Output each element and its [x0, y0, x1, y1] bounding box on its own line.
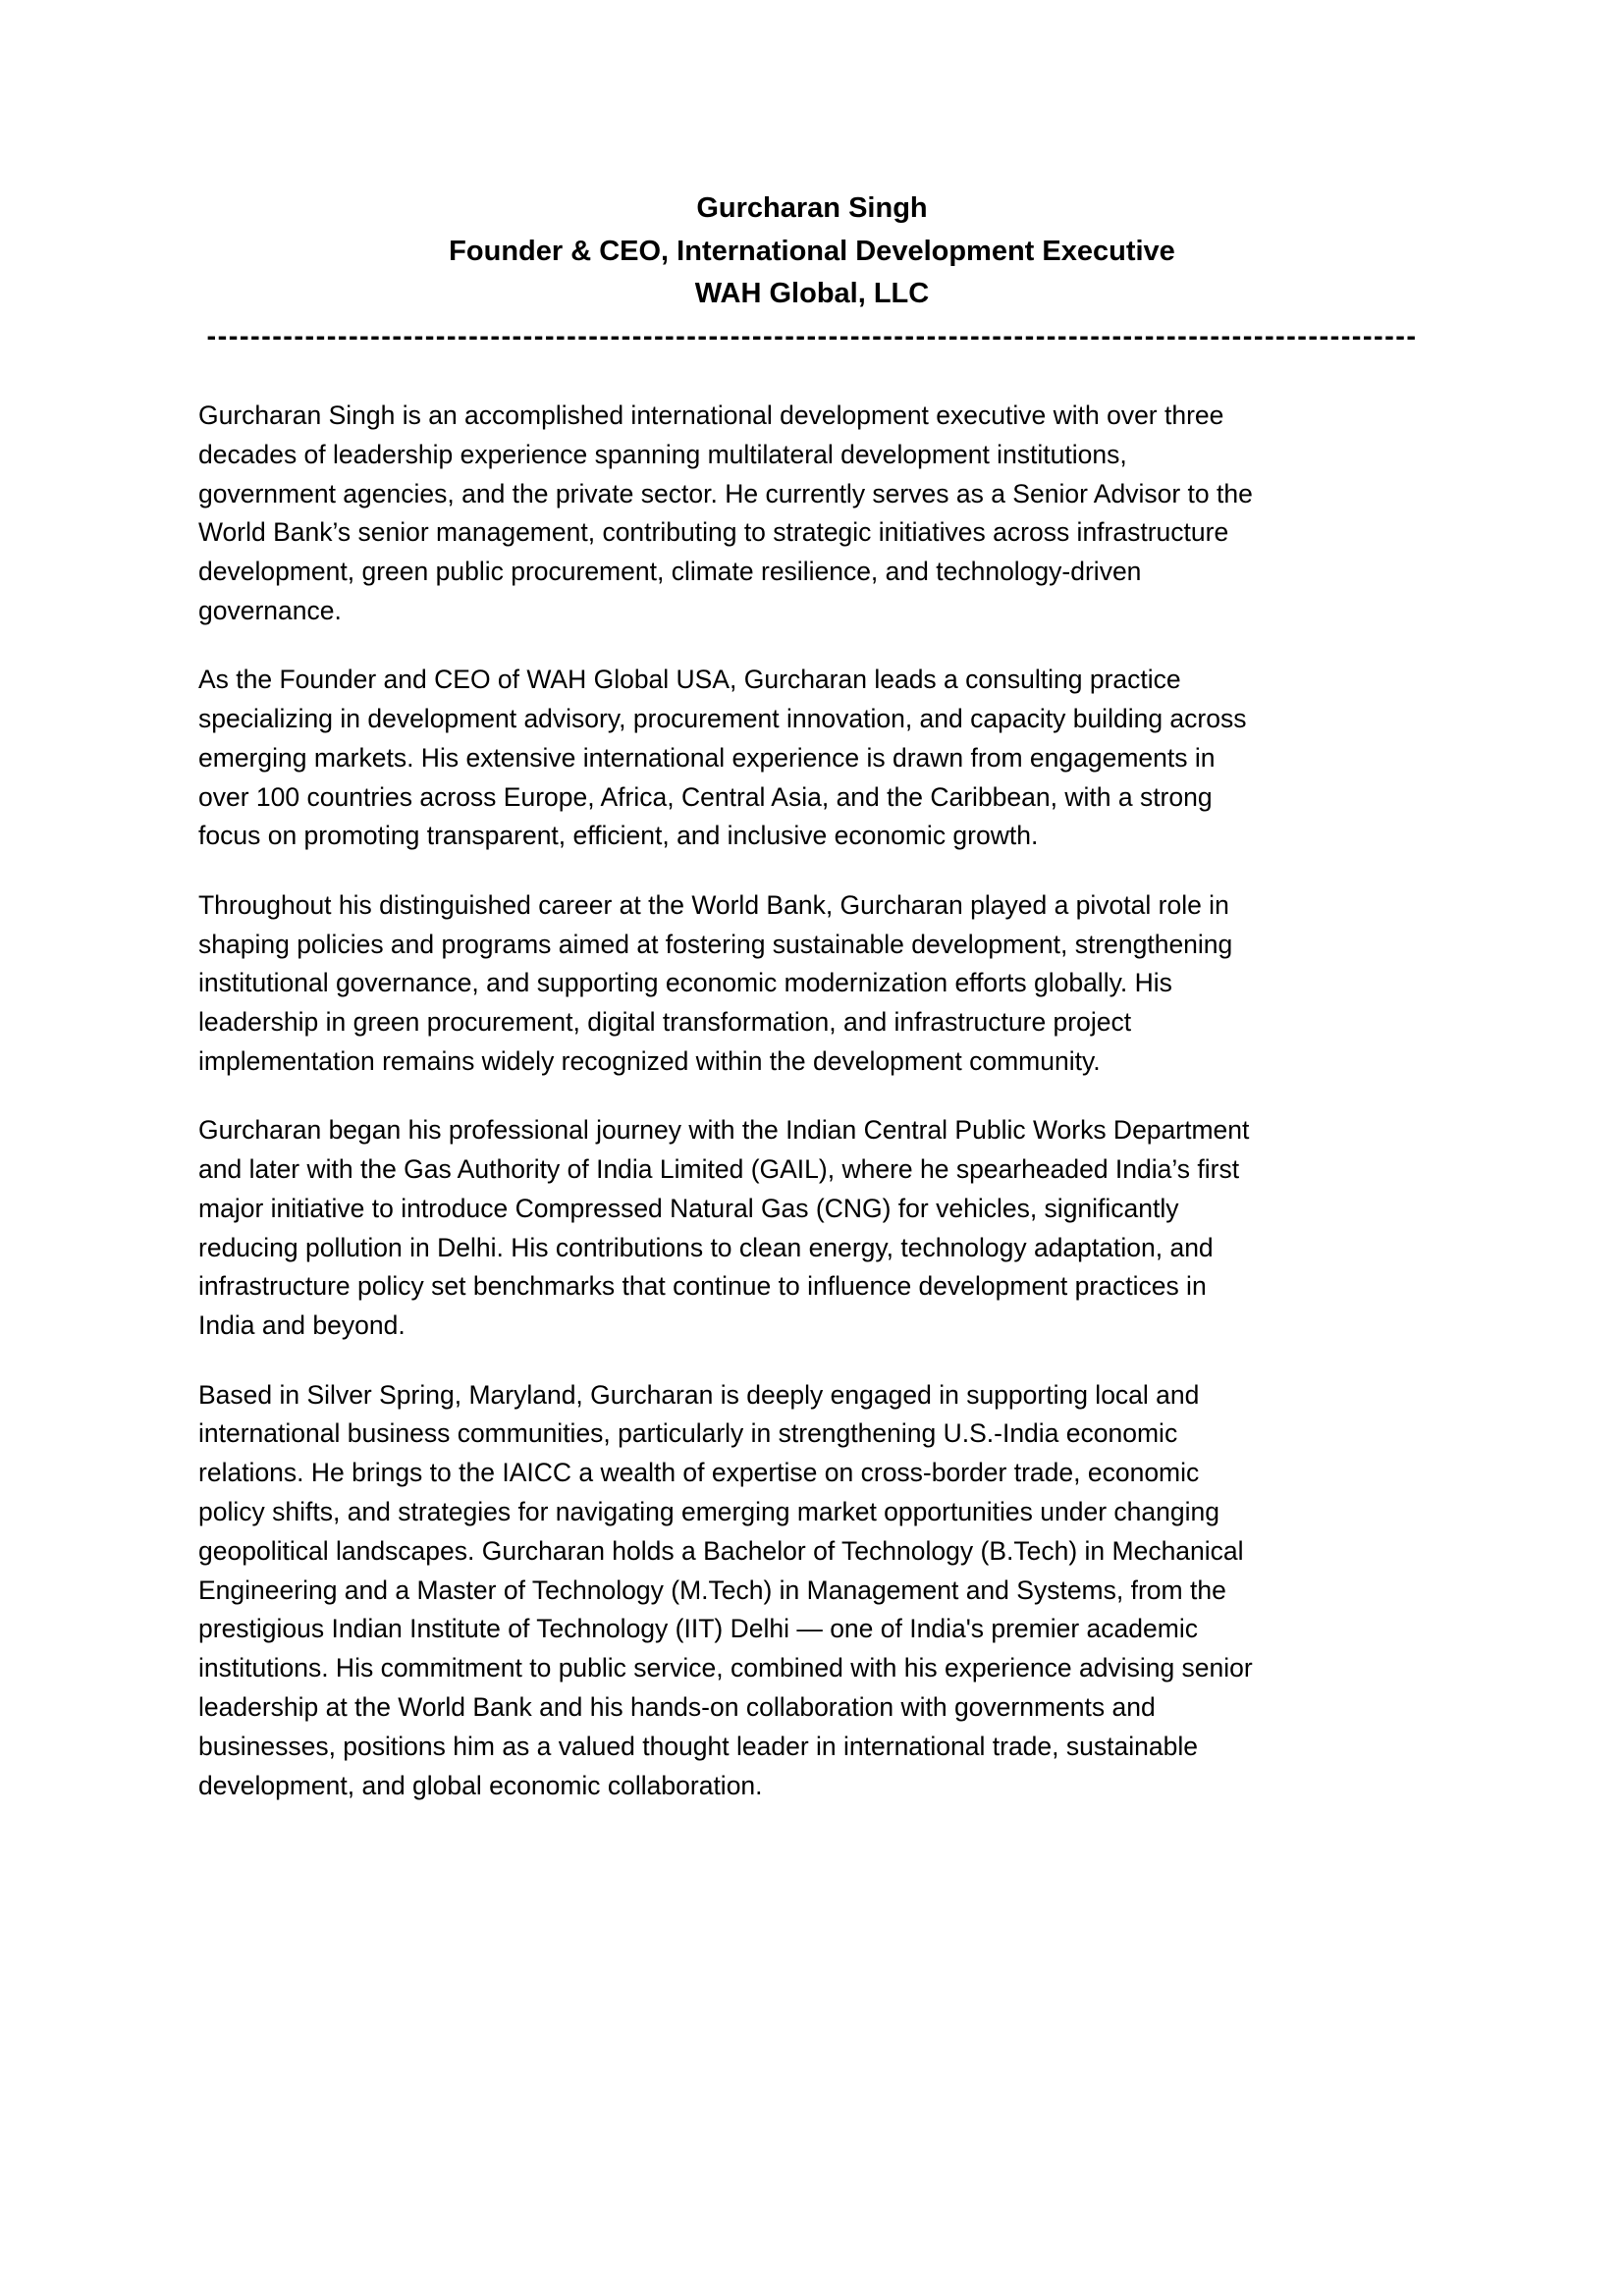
- dashed-divider: ---------------------------------------------------------------------------------------------------------------: [206, 320, 1418, 352]
- text-line: and later with the Gas Authority of India Limited (GAIL), where he spearheaded India’s first: [198, 1154, 1240, 1185]
- text-line: leadership in green procurement, digital transformation, and infrastructure project: [198, 1007, 1132, 1038]
- text-line: shaping policies and programs aimed at fostering sustainable development, strengthening: [198, 929, 1233, 959]
- text-line: international business communities, particularly in strengthening U.S.-India economic: [198, 1418, 1178, 1449]
- text-line: decades of leadership experience spanning multilateral development institutions,: [198, 439, 1127, 469]
- paragraph-location-education: [198, 1376, 1435, 1806]
- text-line: infrastructure policy set benchmarks that continue to influence development practices in: [198, 1271, 1207, 1302]
- organization-name: WAH Global, LLC: [694, 278, 930, 309]
- paragraph-wah-global: [198, 661, 1435, 856]
- text-line: World Bank’s senior management, contributing to strategic initiatives across infrastructure: [198, 517, 1229, 548]
- text-line: policy shifts, and strategies for navigating emerging market opportunities under changing: [198, 1496, 1219, 1526]
- paragraph-early-career: [198, 1111, 1435, 1346]
- text-line: India and beyond.: [198, 1310, 406, 1341]
- person-title: Founder & CEO, International Development Executive: [449, 235, 1175, 267]
- text-line: over 100 countries across Europe, Africa, Central Asia, and the Caribbean, with a strong: [198, 781, 1213, 812]
- text-line: focus on promoting transparent, efficient, and inclusive economic growth.: [198, 821, 1039, 851]
- text-line: specializing in development advisory, procurement innovation, and capacity building across: [198, 704, 1247, 734]
- text-line: businesses, positions him as a valued thought leader in international trade, sustainable: [198, 1731, 1198, 1761]
- text-line: development, green public procurement, climate resilience, and technology-driven: [198, 557, 1142, 587]
- text-line: major initiative to introduce Compressed Natural Gas (CNG) for vehicles, significantly: [198, 1193, 1179, 1223]
- text-line: government agencies, and the private sector. He currently serves as a Senior Advisor to the: [198, 478, 1253, 508]
- text-line: development, and global economic collaboration.: [198, 1770, 763, 1800]
- text-line: Engineering and a Master of Technology (M.Tech) in Management and Systems, from the: [198, 1575, 1226, 1605]
- text-line: As the Founder and CEO of WAH Global USA, Gurcharan leads a consulting practice: [198, 665, 1181, 695]
- text-line: reducing pollution in Delhi. His contributions to clean energy, technology adaptation, and: [198, 1232, 1214, 1262]
- text-line: Gurcharan began his professional journey with the Indian Central Public Works Department: [198, 1115, 1250, 1146]
- paragraph-intro: [198, 397, 1435, 631]
- paragraph-world-bank-career: [198, 886, 1435, 1082]
- person-name: Gurcharan Singh: [696, 192, 928, 224]
- text-line: institutions. His commitment to public service, combined with his experience advising senior: [198, 1653, 1253, 1683]
- text-line: Based in Silver Spring, Maryland, Gurcharan is deeply engaged in supporting local and: [198, 1379, 1200, 1410]
- text-line: geopolitical landscapes. Gurcharan holds a Bachelor of Technology (B.Tech) in Mechanical: [198, 1535, 1244, 1566]
- biography-body: [198, 397, 1435, 1836]
- text-line: governance.: [198, 595, 342, 625]
- text-line: Gurcharan Singh is an accomplished international development executive with over three: [198, 400, 1224, 430]
- text-line: emerging markets. His extensive international experience is drawn from engagements in: [198, 742, 1216, 773]
- text-line: prestigious Indian Institute of Technology (IIT) Delhi — one of India's premier academic: [198, 1614, 1198, 1644]
- text-line: institutional governance, and supporting economic modernization efforts globally. His: [198, 968, 1172, 998]
- text-line: relations. He brings to the IAICC a wealth of expertise on cross-border trade, economic: [198, 1458, 1200, 1488]
- document-header: [0, 187, 1624, 358]
- text-line: Throughout his distinguished career at the World Bank, Gurcharan played a pivotal role in: [198, 889, 1229, 920]
- text-line: leadership at the World Bank and his hands-on collaboration with governments and: [198, 1691, 1156, 1722]
- text-line: implementation remains widely recognized within the development community.: [198, 1045, 1101, 1076]
